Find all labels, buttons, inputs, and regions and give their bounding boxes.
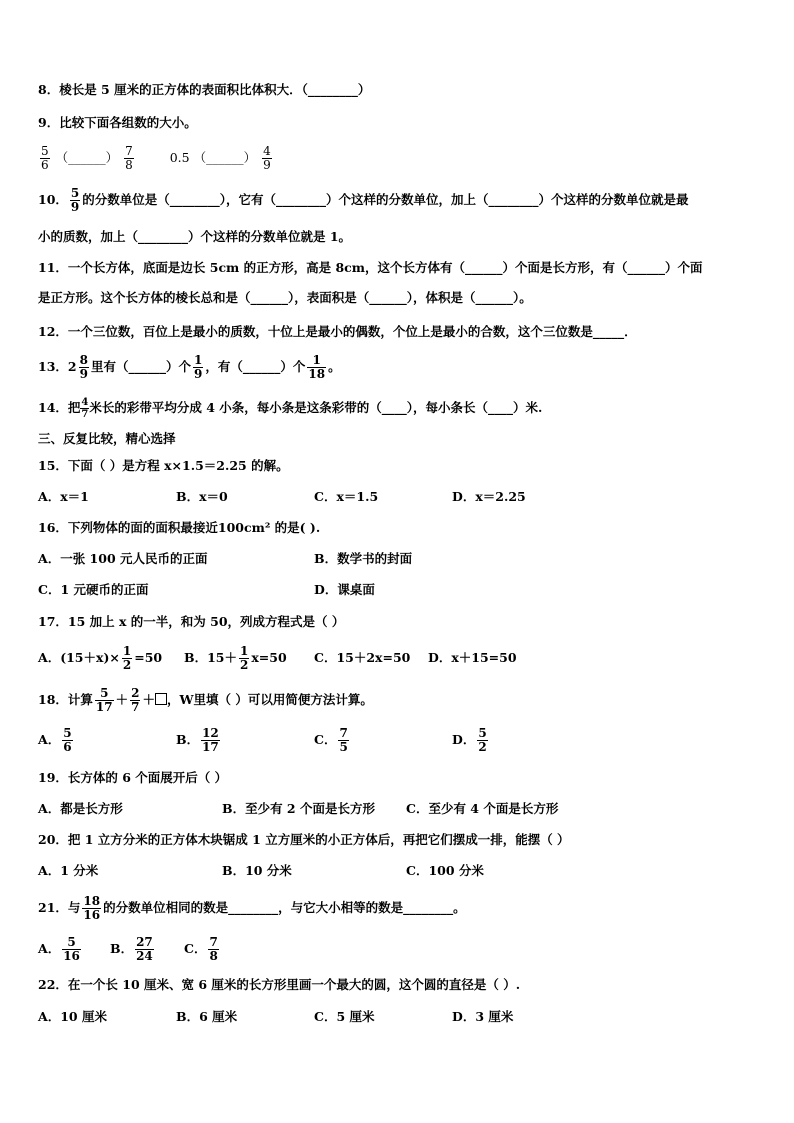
option-c[interactable]: C． $\frac{7}{8}$ bbox=[184, 935, 218, 963]
question-10-line-1: 10． $\frac{5}{9}$ 的分数单位是（________），它有（________）个这样的分数单位，加上（________）个这样的分数单位就是最 bbox=[38, 186, 689, 214]
fraction-1-9: $\frac{1}{9}$ bbox=[193, 353, 203, 381]
question-19: 19．长方体的 6 个面展开后（ ） bbox=[38, 770, 228, 785]
fraction-7-5: $\frac{7}{5}$ bbox=[339, 726, 348, 754]
empty-box-icon bbox=[155, 693, 167, 705]
option-a[interactable]: A．x＝1 bbox=[38, 489, 89, 504]
question-16: 16．下列物体的面的面积最接近100cm² 的是( ). bbox=[38, 520, 321, 535]
option-a[interactable]: A．一张 100 元人民币的正面 bbox=[38, 551, 208, 566]
fraction-5-9: $\frac{5}{9}$ bbox=[70, 186, 80, 214]
question-13: 13．2 $\frac{8}{9}$ 里有（______）个 $\frac{1}{9}$ ，有（______）个 $\frac{1}{18}$ 。 bbox=[38, 353, 341, 381]
option-a[interactable]: A．都是长方形 bbox=[38, 801, 123, 816]
fraction-4-7: $\frac{4}{7}$ bbox=[81, 397, 89, 420]
option-b[interactable]: B．x＝0 bbox=[176, 489, 228, 504]
option-d[interactable]: D．x＝2.25 bbox=[452, 489, 526, 504]
compare-blank: （______） bbox=[193, 150, 257, 165]
fraction-5-6: $\frac{5}{6}$ bbox=[63, 726, 72, 754]
compare-blank: （______） bbox=[55, 150, 119, 165]
fraction-1-2: $\frac{1}{2}$ bbox=[239, 644, 249, 672]
option-c[interactable]: C．至少有 4 个面是长方形 bbox=[406, 801, 559, 816]
question-11-line-1: 11．一个长方体，底面是边长 5cm 的正方形，高是 8cm，这个长方体有（______）个面是长方形，有（______）个面 bbox=[38, 260, 703, 275]
section-3-title: 三、反复比较，精心选择 bbox=[38, 431, 176, 446]
fraction-18-16: $\frac{18}{16}$ bbox=[83, 894, 101, 922]
fraction-8-9: $\frac{8}{9}$ bbox=[79, 353, 88, 381]
option-c[interactable]: C．15＋2x=50 bbox=[314, 650, 411, 665]
option-a[interactable]: A．10 厘米 bbox=[38, 1009, 107, 1024]
question-20: 20．把 1 立方分米的正方体木块锯成 1 立方厘米的小正方体后，再把它们摆成一排，能摆（ ） bbox=[38, 832, 570, 847]
option-c[interactable]: C．100 分米 bbox=[406, 863, 484, 878]
option-a[interactable]: A． $\frac{5}{6}$ bbox=[38, 726, 72, 754]
question-15: 15．下面（ ）是方程 x×1.5＝2.25 的解。 bbox=[38, 458, 289, 473]
question-10-line-2: 小的质数，加上（________）个这样的分数单位就是 1。 bbox=[38, 229, 352, 244]
fraction-12-17: $\frac{12}{17}$ bbox=[202, 726, 219, 754]
option-d[interactable]: D．3 厘米 bbox=[452, 1009, 514, 1024]
question-21: 21．与 $\frac{18}{16}$ 的分数单位相同的数是________，与它大小相等的数是________。 bbox=[38, 894, 466, 922]
option-b[interactable]: B．6 厘米 bbox=[176, 1009, 238, 1024]
option-c[interactable]: C．x＝1.5 bbox=[314, 489, 379, 504]
question-18: 18．计算 $\frac{5}{17}$ ＋ $\frac{2}{7}$ ＋ ，W里填（ ）可以用简便方法计算。 bbox=[38, 686, 373, 714]
option-b[interactable]: B． $\frac{27}{24}$ bbox=[110, 935, 153, 963]
fraction-1-2: $\frac{1}{2}$ bbox=[122, 644, 132, 672]
decimal-value: 0.5 bbox=[169, 150, 190, 165]
option-d[interactable]: D．课桌面 bbox=[314, 582, 375, 597]
question-17: 17．15 加上 x 的一半，和为 50，列成方程式是（ ） bbox=[38, 614, 345, 629]
option-b[interactable]: B．10 分米 bbox=[222, 863, 292, 878]
question-8: 8．棱长是 5 厘米的正方体的表面积比体积大．（________） bbox=[38, 82, 371, 97]
fraction-7-8: $\frac{7}{8}$ bbox=[125, 144, 133, 172]
question-12: 12．一个三位数，百位上是最小的质数，十位上是最小的偶数，个位上是最小的合数，这个三位数是_____． bbox=[38, 324, 637, 339]
fraction-2-7: $\frac{2}{7}$ bbox=[131, 686, 140, 714]
fraction-5-17: $\frac{5}{17}$ bbox=[95, 686, 113, 714]
fraction-5-16: $\frac{5}{16}$ bbox=[63, 935, 80, 963]
option-b[interactable]: B．15＋ $\frac{1}{2}$ x=50 bbox=[184, 644, 287, 672]
fraction-5-2: $\frac{5}{2}$ bbox=[478, 726, 487, 754]
option-c[interactable]: C．5 厘米 bbox=[314, 1009, 375, 1024]
fraction-27-24: $\frac{27}{24}$ bbox=[136, 935, 153, 963]
option-b[interactable]: B．数学书的封面 bbox=[314, 551, 413, 566]
option-b[interactable]: B． $\frac{12}{17}$ bbox=[176, 726, 219, 754]
fraction-4-9: $\frac{4}{9}$ bbox=[263, 144, 271, 172]
question-11-line-2: 是正方形。这个长方体的棱长总和是（______），表面积是（______），体积是（______）。 bbox=[38, 290, 532, 305]
option-c[interactable]: C．1 元硬币的正面 bbox=[38, 582, 149, 597]
option-d[interactable]: D． $\frac{5}{2}$ bbox=[452, 726, 487, 754]
question-9-comparisons bbox=[38, 140, 274, 176]
question-22: 22．在一个长 10 厘米、宽 6 厘米的长方形里画一个最大的圆，这个圆的直径是（ ）. bbox=[38, 977, 521, 992]
option-a[interactable]: A．1 分米 bbox=[38, 863, 99, 878]
question-9: 9．比较下面各组数的大小。 bbox=[38, 115, 197, 130]
option-a[interactable]: A． $\frac{5}{16}$ bbox=[38, 935, 80, 963]
option-c[interactable]: C． $\frac{7}{5}$ bbox=[314, 726, 348, 754]
fraction-5-6: $\frac{5}{6}$ bbox=[41, 144, 49, 172]
option-b[interactable]: B．至少有 2 个面是长方形 bbox=[222, 801, 375, 816]
question-14: 14．把 $\frac{4}{7}$ 米长的彩带平均分成 4 小条，每小条是这条彩带的（____），每小条长（____）米. bbox=[38, 397, 543, 420]
option-d[interactable]: D．x＋15=50 bbox=[428, 650, 517, 665]
fraction-7-8: $\frac{7}{8}$ bbox=[209, 935, 218, 963]
fraction-1-18: $\frac{1}{18}$ bbox=[308, 353, 326, 381]
option-a[interactable]: A．(15＋x)× $\frac{1}{2}$ =50 bbox=[38, 644, 163, 672]
